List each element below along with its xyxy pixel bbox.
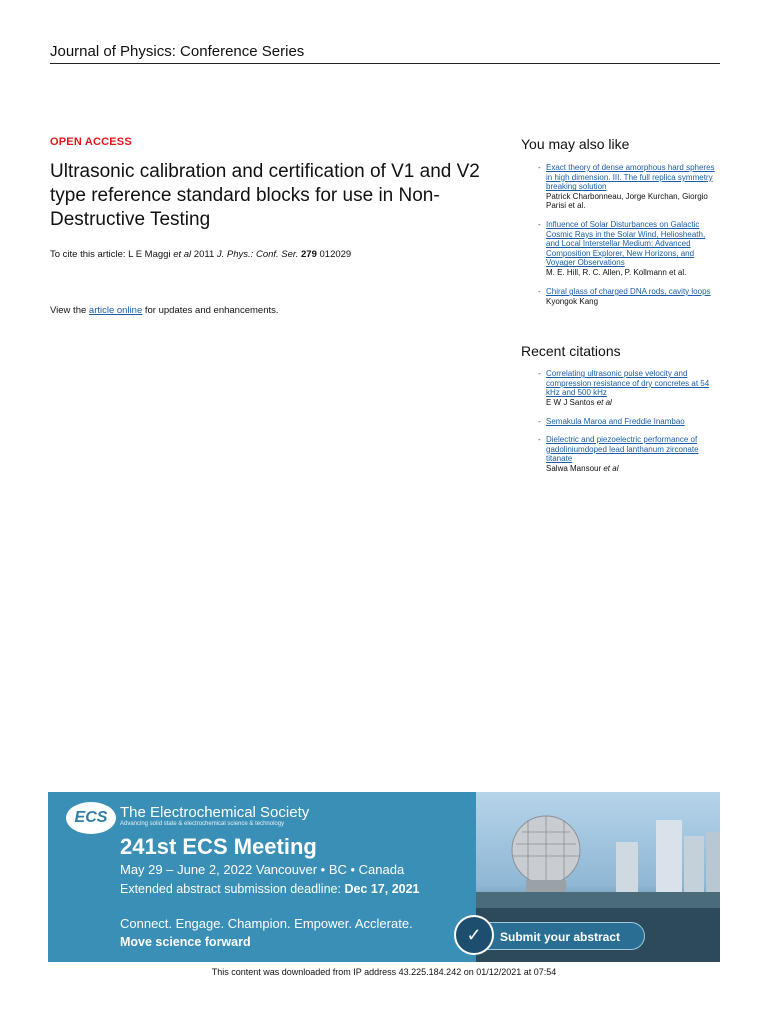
citation-item-authors: Salwa Mansour et al (546, 463, 619, 473)
society-name: The Electrochemical Society (120, 804, 310, 821)
open-access-label: OPEN ACCESS (50, 136, 132, 148)
related-item: - Chiral glass of charged DNA rods, cavity loops Kyongok Kang (538, 287, 720, 306)
cite-volume: 279 (301, 249, 317, 260)
related-item-authors: Patrick Charbonneau, Jorge Kurchan, Giorgio Parisi et al. (546, 191, 708, 211)
cite-journal: J. Phys.: Conf. Ser. (216, 249, 299, 260)
related-item: - Exact theory of dense amorphous hard spheres in high dimension. III. The full replica symmetry breaking solution Patrick Charbonneau, Jorge Kurchan, Giorgio Parisi et al. (538, 163, 720, 211)
citation-item: - Correlating ultrasonic pulse velocity and compression resistance of dry concretes at 54 kHz and 500 kHz E W J Santos et al (538, 369, 720, 407)
citation-item: - Dielectric and piezoelectric performance of gadoliniumdoped lead lanthanum zirconate titanate Salwa Mansour et al (538, 435, 720, 473)
submission-deadline: Extended abstract submission deadline: Dec 17, 2021 (120, 882, 420, 896)
cite-etal: et al (173, 249, 192, 260)
citation-item-authors: E W J Santos et al (546, 397, 612, 407)
view-online-line (50, 305, 279, 316)
citation-line (50, 249, 351, 260)
header-rule (50, 63, 720, 64)
citation-item-link[interactable]: Correlating ultrasonic pulse velocity and compression resistance of dry concretes at 54 kHz and 500 kHz (546, 369, 710, 398)
cite-number: 012029 (316, 249, 352, 260)
article-title: Ultrasonic calibration and certification of V1 and V2 type reference standard blocks for use in Non-Destructive Testing (50, 161, 480, 230)
related-item: - Influence of Solar Disturbances on Galactic Cosmic Rays in the Solar Wind, Heliosheath, and Local Interstellar Medium: Advanced Composition Explorer, New Horizons, and Voyager Observations M. E. Hill, R. C. Allen, P. Kollmann et al. (538, 220, 720, 278)
related-item-link[interactable]: Exact theory of dense amorphous hard spheres in high dimension. III. The full replica symmetry breaking solution (546, 163, 715, 192)
banner-move: Move science forward (120, 935, 251, 949)
related-item-link[interactable]: Influence of Solar Disturbances on Galactic Cosmic Rays in the Solar Wind, Heliosheath, and Local Interstellar Medium: Advanced Composition Explorer, New Horizons, and Voyager Observations (546, 220, 706, 268)
checkmark-icon: ✓ (454, 915, 494, 955)
society-tagline: Advancing solid state & electrochemical science & technology (120, 821, 285, 827)
banner-slogan: Connect. Engage. Champion. Empower. Acclerate. (120, 916, 413, 931)
ecs-logo: ECS (66, 802, 116, 834)
related-item-authors: Kyongok Kang (546, 296, 599, 306)
meeting-dates: May 29 – June 2, 2022 Vancouver • BC • Canada (120, 862, 405, 877)
view-suffix: for updates and enhancements. (142, 305, 279, 316)
related-item-authors: M. E. Hill, R. C. Allen, P. Kollmann et al. (546, 267, 687, 277)
related-heading: You may also like (521, 136, 630, 152)
citation-item-link[interactable]: Dielectric and piezoelectric performance of gadoliniumdoped lead lanthanum zirconate titanate (546, 435, 699, 464)
meeting-title: 241st ECS Meeting (120, 834, 317, 859)
cite-prefix: To cite this article: L E Maggi (50, 249, 174, 260)
submit-abstract-button[interactable]: Submit your abstract (459, 922, 645, 950)
article-online-link[interactable]: article online (88, 305, 143, 316)
citation-item: - Semakula Maroa and Freddie Inambao (538, 417, 720, 427)
related-item-link[interactable]: Chiral glass of charged DNA rods, cavity loops (546, 287, 711, 296)
ecs-banner-ad[interactable] (48, 792, 720, 962)
citation-item-link[interactable]: Semakula Maroa and Freddie Inambao (546, 417, 685, 426)
cite-year: 2011 (191, 249, 217, 260)
journal-name: Journal of Physics: Conference Series (50, 43, 305, 60)
download-footer: This content was downloaded from IP address 43.225.184.242 on 01/12/2021 at 07:54 (211, 967, 557, 977)
view-prefix: View the (50, 305, 89, 316)
citations-heading: Recent citations (521, 343, 621, 359)
